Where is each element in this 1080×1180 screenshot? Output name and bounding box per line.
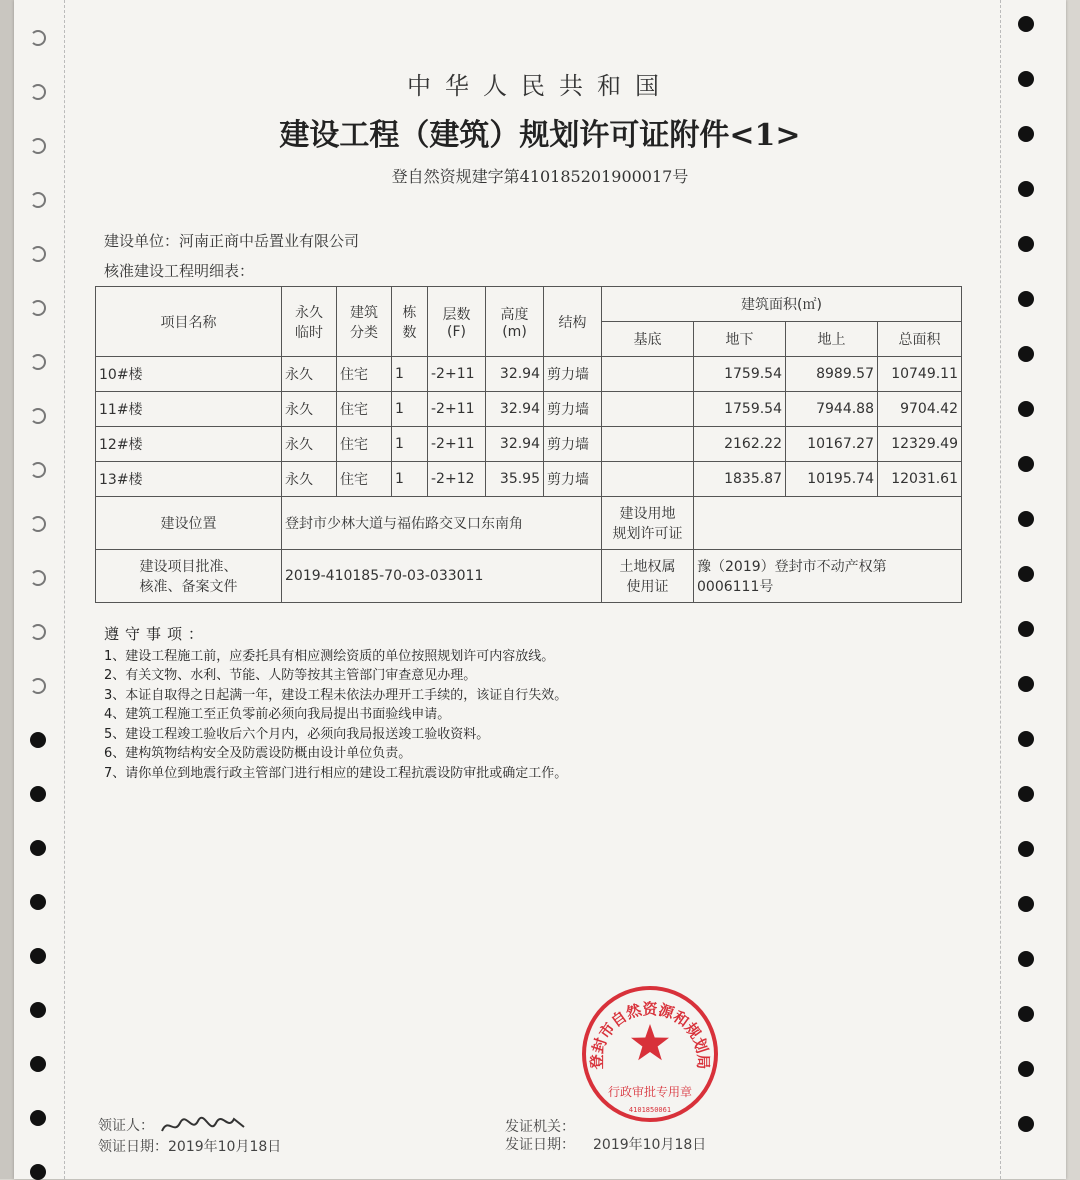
notes-section	[104, 625, 567, 783]
row-aboveground: 8989.57	[786, 357, 878, 392]
feed-hole	[30, 462, 46, 478]
feed-hole	[30, 1164, 46, 1180]
row-type: 住宅	[337, 427, 392, 462]
issue-date-label: 发证日期：	[505, 1137, 575, 1153]
project-detail-table	[95, 286, 962, 603]
row-total: 12329.49	[878, 427, 962, 462]
row-name: 13#楼	[96, 462, 282, 497]
row-aboveground: 10167.27	[786, 427, 878, 462]
feed-hole	[1018, 676, 1034, 692]
row-base	[602, 427, 694, 462]
note-item: 3、本证自取得之日起满一年，建设工程未依法办理开工手续的，该证自行失效。	[104, 687, 568, 703]
row-structure: 剪力墙	[544, 357, 602, 392]
header-structure: 结构	[544, 287, 602, 357]
feed-hole	[1018, 16, 1034, 32]
notes-title: 遵守事项：	[104, 625, 210, 643]
feed-hole	[1018, 896, 1034, 912]
feed-hole	[1018, 951, 1034, 967]
row-count: 1	[392, 427, 428, 462]
row-total: 9704.42	[878, 392, 962, 427]
row-height: 32.94	[486, 357, 544, 392]
feed-hole	[30, 354, 46, 370]
row-name: 12#楼	[96, 427, 282, 462]
header-building-area: 建筑面积(㎡)	[602, 287, 962, 322]
header-base: 基底	[602, 322, 694, 357]
location-label: 建设位置	[96, 497, 282, 550]
row-underground: 1759.54	[694, 357, 786, 392]
land-permit-value	[694, 497, 962, 550]
approval-value: 2019-410185-70-03-033011	[282, 550, 602, 603]
feed-hole	[1018, 566, 1034, 582]
row-floors: -2+11	[428, 427, 486, 462]
note-item: 4、建筑工程施工至正负零前必须向我局提出书面验线申请。	[104, 707, 451, 722]
feed-hole	[1018, 1061, 1034, 1077]
row-base	[602, 357, 694, 392]
feed-hole	[1018, 236, 1034, 252]
feed-hole	[1018, 401, 1034, 417]
detail-table-title: 核准建设工程明细表：	[104, 262, 255, 280]
feed-hole	[30, 732, 46, 748]
note-item: 6、建构筑物结构安全及防震设防概由设计单位负责。	[104, 746, 412, 761]
land-permit-label: 建设用地 规划许可证	[602, 497, 694, 550]
row-floors: -2+11	[428, 392, 486, 427]
header-floors: 层数 (F)	[428, 287, 486, 357]
feed-hole	[30, 246, 46, 262]
row-structure: 剪力墙	[544, 462, 602, 497]
approval-label: 建设项目批准、 核准、备案文件	[96, 550, 282, 603]
header-aboveground: 地上	[786, 322, 878, 357]
row-underground: 2162.22	[694, 427, 786, 462]
note-item: 1、建设工程施工前，应委托具有相应测绘资质的单位按照规划许可内容放线。	[104, 648, 555, 664]
feed-hole	[1018, 456, 1034, 472]
feed-hole	[1018, 511, 1034, 527]
feed-hole	[30, 192, 46, 208]
issue-date-line	[505, 1134, 706, 1154]
row-total: 12031.61	[878, 462, 962, 497]
row-type: 住宅	[337, 392, 392, 427]
header-building-type: 建筑 分类	[337, 287, 392, 357]
feed-hole	[30, 1056, 46, 1072]
feed-hole	[30, 1110, 46, 1126]
header-height: 高度 (m)	[486, 287, 544, 357]
row-permanence: 永久	[282, 392, 337, 427]
receive-date: 2019年10月18日	[168, 1139, 282, 1155]
row-type: 住宅	[337, 357, 392, 392]
construction-unit: 建设单位：河南正商中岳置业有限公司	[104, 232, 360, 250]
row-height: 35.95	[486, 462, 544, 497]
row-count: 1	[392, 462, 428, 497]
row-floors: -2+12	[428, 462, 486, 497]
row-aboveground: 10195.74	[786, 462, 878, 497]
feed-hole	[1018, 621, 1034, 637]
row-floors: -2+11	[428, 357, 486, 392]
issue-date: 2019年10月18日	[593, 1137, 707, 1153]
country-title: 中华人民共和国	[407, 72, 673, 100]
feed-hole	[1018, 1116, 1034, 1132]
feed-hole	[30, 678, 46, 694]
table-row	[96, 392, 962, 427]
header-underground: 地下	[694, 322, 786, 357]
seal-code: 4101850061	[628, 1106, 672, 1114]
row-type: 住宅	[337, 462, 392, 497]
row-name: 10#楼	[96, 357, 282, 392]
row-count: 1	[392, 357, 428, 392]
feed-hole	[1018, 841, 1034, 857]
feed-hole	[30, 894, 46, 910]
header-permanence: 永久 临时	[282, 287, 337, 357]
table-row	[96, 357, 962, 392]
feed-hole	[1018, 731, 1034, 747]
location-value: 登封市少林大道与福佑路交叉口东南角	[282, 497, 602, 550]
row-permanence: 永久	[282, 357, 337, 392]
feed-hole	[1018, 291, 1034, 307]
row-total: 10749.11	[878, 357, 962, 392]
feed-hole	[30, 570, 46, 586]
row-structure: 剪力墙	[544, 392, 602, 427]
row-base	[602, 462, 694, 497]
row-height: 32.94	[486, 427, 544, 462]
row-height: 32.94	[486, 392, 544, 427]
feed-hole	[30, 408, 46, 424]
row-structure: 剪力墙	[544, 427, 602, 462]
svg-text:登封市自然资源和规划局: 登封市自然资源和规划局	[587, 1000, 713, 1070]
feed-hole	[30, 1002, 46, 1018]
header-total-area: 总面积	[878, 322, 962, 357]
note-item: 5、建设工程竣工验收后六个月内，必须向我局报送竣工验收资料。	[104, 726, 490, 742]
table-row	[96, 462, 962, 497]
seal-purpose: 行政审批专用章	[607, 1085, 693, 1099]
feed-hole	[30, 300, 46, 316]
receiver-label: 领证人：	[98, 1118, 154, 1134]
header-name: 项目名称	[96, 287, 282, 357]
feed-hole	[30, 624, 46, 640]
receive-date-line	[98, 1136, 281, 1156]
feed-hole	[1018, 1006, 1034, 1022]
row-count: 1	[392, 392, 428, 427]
header-count: 栋 数	[392, 287, 428, 357]
feed-hole	[30, 840, 46, 856]
official-seal	[580, 984, 720, 1124]
receive-date-label: 领证日期：	[98, 1139, 168, 1155]
feed-hole	[30, 516, 46, 532]
document-title: 建设工程（建筑）规划许可证附件<1>	[279, 118, 801, 153]
note-item: 7、请你单位到地震行政主管部门进行相应的建设工程抗震设防审批或确定工作。	[104, 765, 568, 781]
row-base	[602, 392, 694, 427]
row-permanence: 永久	[282, 462, 337, 497]
row-permanence: 永久	[282, 427, 337, 462]
feed-hole	[30, 948, 46, 964]
row-underground: 1759.54	[694, 392, 786, 427]
feed-hole	[30, 30, 46, 46]
land-right-label: 土地权属 使用证	[602, 550, 694, 603]
feed-hole	[1018, 786, 1034, 802]
row-name: 11#楼	[96, 392, 282, 427]
feed-hole	[30, 786, 46, 802]
row-underground: 1835.87	[694, 462, 786, 497]
feed-hole	[1018, 346, 1034, 362]
row-aboveground: 7944.88	[786, 392, 878, 427]
land-right-value: 豫（2019）登封市不动产权第 0006111号	[694, 550, 962, 603]
permit-number: 登自然资规建字第410185201900017号	[391, 167, 689, 186]
issuer-label: 发证机关：	[505, 1119, 575, 1135]
note-item: 2、有关文物、水利、节能、人防等按其主管部门审查意见办理。	[104, 668, 477, 683]
table-row	[96, 427, 962, 462]
